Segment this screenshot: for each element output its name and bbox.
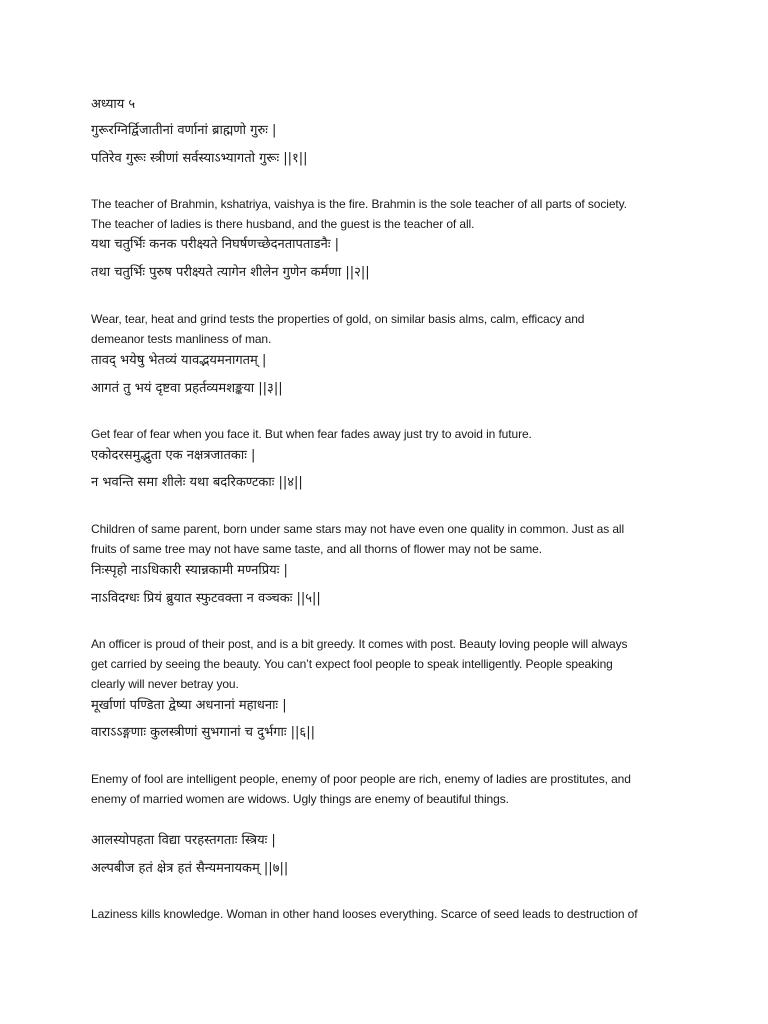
verse-3-line-2: आगतं तु भयं दृष्टवा प्रहर्तव्यमशङ्कया ||३|| bbox=[91, 381, 283, 396]
verse-2-line-2: तथा चतुर्भिः पुरुष परीक्ष्यते त्यागेन शीलेन गुणेन कर्मणा ||२|| bbox=[91, 265, 370, 280]
verse-3-line-1: तावद् भयेषु भेतव्यं यावद्भयमनागतम् | bbox=[91, 353, 267, 368]
translation-5-line-1: An officer is proud of their post, and is a bit greedy. It comes with post. Beauty loving people will always bbox=[91, 637, 628, 651]
verse-7-line-1: आलस्योपहता विद्या परहस्तगताः स्त्रियः | bbox=[91, 833, 276, 848]
translation-2-line-2: demeanor tests manliness of man. bbox=[91, 332, 272, 346]
verse-5-line-2: नाऽविदग्धः प्रियं ब्रुयात स्फुटवक्ता न वञ्चकः ||५|| bbox=[91, 591, 321, 606]
verse-5-line-1: निःस्पृहो नाऽधिकारी स्यान्नकामी मण्नप्रियः | bbox=[91, 563, 288, 578]
translation-2-line-1: Wear, tear, heat and grind tests the properties of gold, on similar basis alms, calm, efficacy and bbox=[91, 312, 585, 326]
translation-6-line-2: enemy of married women are widows. Ugly things are enemy of beautiful things. bbox=[91, 792, 509, 806]
translation-7-line-1: Laziness kills knowledge. Woman in other hand looses everything. Scarce of seed leads to destruction of bbox=[91, 907, 638, 921]
verse-6-line-2: वाराऽऽङ्गणाः कुलस्त्रीणां सुभगानां च दुर्भगाः ||६|| bbox=[91, 725, 315, 740]
translation-4-line-1: Children of same parent, born under same stars may not have even one quality in common. Just as all bbox=[91, 522, 625, 536]
verse-4-line-2: न भवन्ति समा शीलेः यथा बदरिकण्टकाः ||४|| bbox=[91, 475, 303, 490]
verse-4-line-1: एकोदरसमुद्भुता एक नक्षत्रजातकाः | bbox=[91, 448, 256, 463]
translation-5-line-3: clearly will never betray you. bbox=[91, 677, 239, 691]
chapter-heading: अध्याय ५ bbox=[91, 97, 136, 112]
verse-6-line-1: मूर्खाणां पण्डिता द्वेष्या अधनानां महाधनाः | bbox=[91, 698, 287, 713]
translation-3-line-1: Get fear of fear when you face it. But when fear fades away just try to avoid in future. bbox=[91, 427, 532, 441]
translation-1-line-2: The teacher of ladies is there husband, and the guest is the teacher of all. bbox=[91, 217, 475, 231]
verse-2-line-1: यथा चतुर्भिः कनक परीक्ष्यते निघर्षणच्छेदनतापताडनैः | bbox=[91, 237, 339, 252]
translation-6-line-1: Enemy of fool are intelligent people, enemy of poor people are rich, enemy of ladies are prostitutes, and bbox=[91, 772, 631, 786]
translation-4-line-2: fruits of same tree may not have same taste, and all thorns of flower may not be same. bbox=[91, 542, 542, 556]
translation-1-line-1: The teacher of Brahmin, kshatriya, vaishya is the fire. Brahmin is the sole teacher of all parts of society. bbox=[91, 197, 627, 211]
verse-1-line-2: पतिरेव गुरूः स्त्रीणां सर्वस्याऽभ्यागतो गुरूः ||१|| bbox=[91, 151, 308, 166]
translation-5-line-2: get carried by seeing the beauty. You can’t expect fool people to speak intelligently. People speaking bbox=[91, 657, 613, 671]
verse-1-line-1: गुरूरग्निर्द्विजातीनां वर्णानां ब्राह्मणो गुरुः | bbox=[91, 123, 277, 138]
verse-7-line-2: अल्पबीज हतं क्षेत्र हतं सैन्यमनायकम् ||७|| bbox=[91, 861, 289, 876]
